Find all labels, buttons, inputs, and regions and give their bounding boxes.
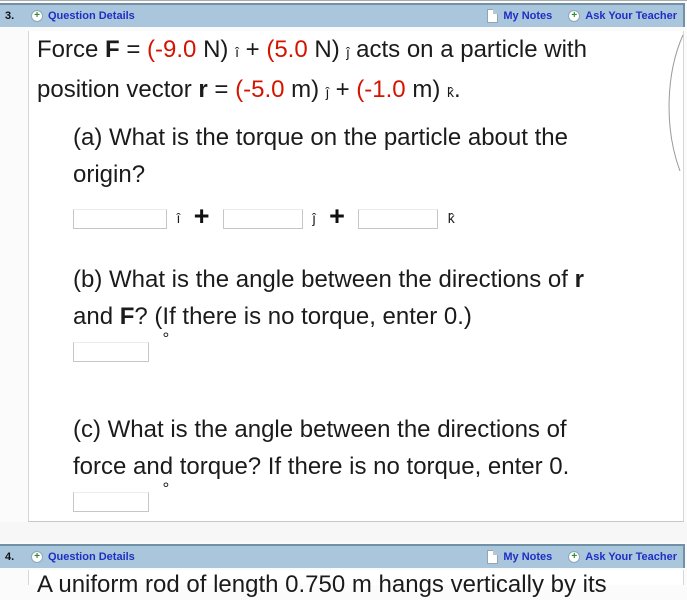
degree-symbol: ° xyxy=(162,329,170,348)
part-c-prompt: (c) What is the angle between the directions of force and torque? If there is no torque, enter 0. xyxy=(73,416,570,480)
question3-body xyxy=(28,31,684,522)
question4-intro-text: A uniform rod of length 0.750 m hangs vertically by its xyxy=(37,571,607,598)
ask-your-teacher-label: Ask Your Teacher xyxy=(585,10,677,22)
question3-header-bar xyxy=(0,3,685,27)
ask-your-teacher-label: Ask Your Teacher xyxy=(585,551,677,563)
my-notes-label: My Notes xyxy=(503,551,553,563)
my-notes-label: My Notes xyxy=(503,10,553,22)
unit-vector-k-hat: k̂ xyxy=(447,210,455,226)
ask-your-teacher-link[interactable] xyxy=(568,10,677,22)
question4-header-bar xyxy=(0,544,685,568)
unit-vector-i-hat: î xyxy=(176,210,181,226)
answer-input-k[interactable] xyxy=(358,209,438,229)
my-notes-link[interactable] xyxy=(487,550,552,564)
previous-question-divider xyxy=(0,0,687,1)
question-details-link[interactable] xyxy=(31,10,135,22)
question3-intro-text: Force F = (-9.0 N) î + (5.0 N) ĵ acts on a particle with position vector r = (-5.0 m) ĵ + (-1.0 m) k̂. xyxy=(37,36,587,103)
unit-vector-j-hat: ĵ xyxy=(312,210,316,226)
ask-your-teacher-link[interactable] xyxy=(568,551,677,563)
question-details-label: Question Details xyxy=(48,551,135,563)
question-number: 3. xyxy=(5,10,15,22)
notes-page-icon xyxy=(487,9,498,23)
card-corner-curve xyxy=(662,33,684,173)
part-a-prompt: (a) What is the torque on the particle about the origin? xyxy=(73,124,568,188)
degree-symbol: ° xyxy=(162,479,170,498)
answer-input-j[interactable] xyxy=(223,209,303,229)
plus-sign: + xyxy=(193,201,210,231)
question-separator-gap xyxy=(0,522,687,542)
part-a-answer-row xyxy=(73,199,683,231)
expand-plus-icon: + xyxy=(31,10,43,22)
expand-plus-icon: + xyxy=(568,551,580,563)
notes-page-icon xyxy=(487,550,498,564)
part-c-answer-row xyxy=(73,479,683,517)
part-b-answer-row xyxy=(73,329,683,367)
my-notes-link[interactable] xyxy=(487,9,552,23)
question4-body xyxy=(28,570,684,598)
angle-rf-input[interactable] xyxy=(73,342,149,362)
plus-sign: + xyxy=(329,201,345,231)
answer-input-i[interactable] xyxy=(73,209,167,229)
question-details-label: Question Details xyxy=(48,10,135,22)
question-details-link[interactable] xyxy=(31,551,135,563)
angle-force-torque-input[interactable] xyxy=(73,492,149,512)
part-b-prompt: (b) What is the angle between the directions of r and F? (If there is no torque, enter 0.) xyxy=(73,266,584,330)
expand-plus-icon: + xyxy=(568,10,580,22)
expand-plus-icon: + xyxy=(31,551,43,563)
question-number: 4. xyxy=(5,551,15,563)
